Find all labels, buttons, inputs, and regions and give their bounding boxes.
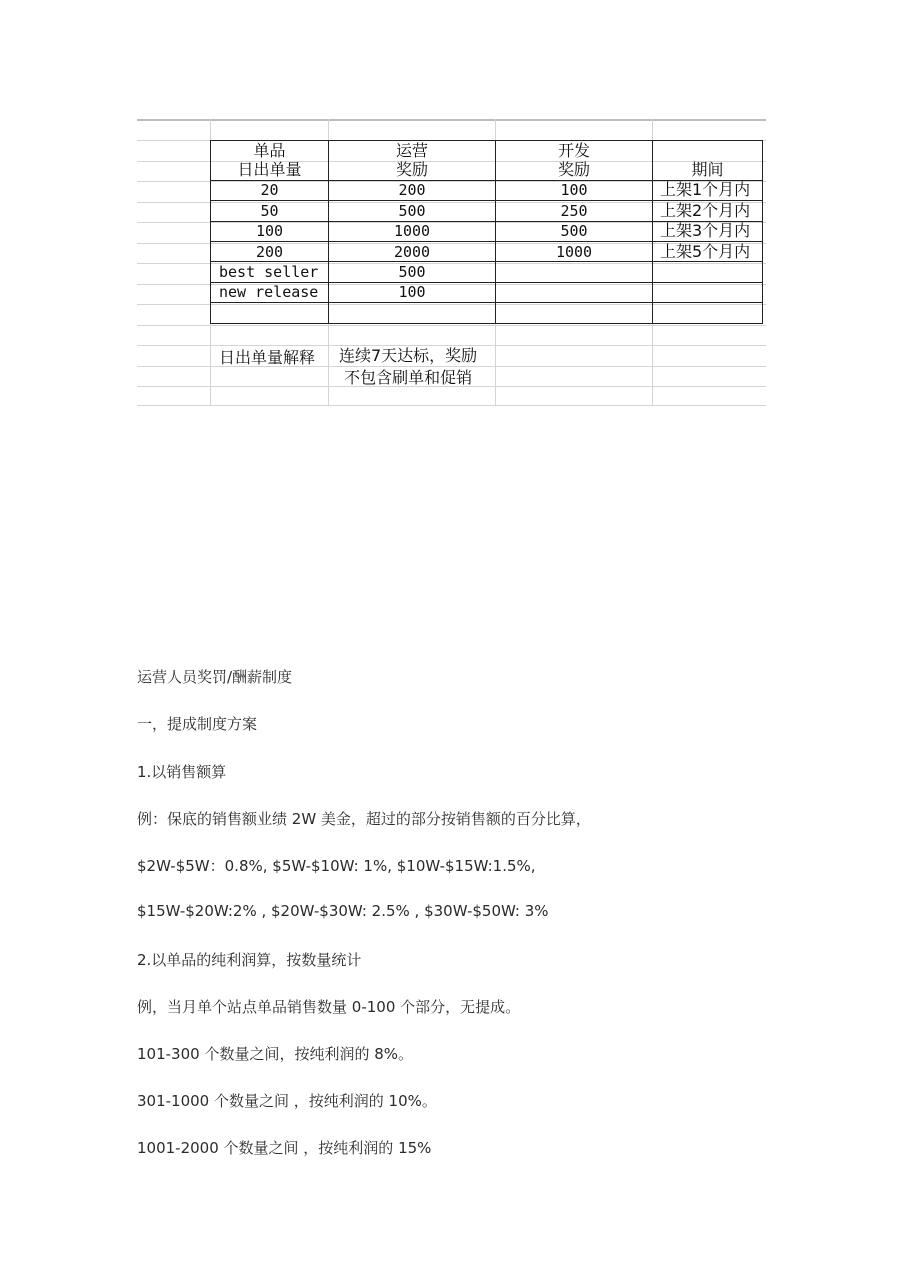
reward-table <box>210 140 763 324</box>
note-line: 不包含刷单和促销 <box>344 368 473 387</box>
table-cell: new release <box>211 282 329 302</box>
table-cell: 500 <box>329 201 496 221</box>
table-header-cell: 奖励 <box>329 160 496 180</box>
table-cell: 100 <box>496 180 653 200</box>
table-cell: 20 <box>211 180 329 200</box>
paragraph: $2W-$5W：0.8%, $5W-$10W: 1%, $10W-$15W:1.5%, <box>137 857 536 875</box>
paragraph: 1001-2000 个数量之间 ，按纯利润的 15% <box>137 1139 432 1157</box>
paragraph: $15W-$20W:2% , $20W-$30W: 2.5% , $30W-$50W: 3% <box>137 902 549 920</box>
item-heading: 1.以销售额算 <box>137 763 227 781</box>
item-heading: 2.以单品的纯利润算，按数量统计 <box>137 951 362 969</box>
table-header-cell: 开发 <box>496 141 653 161</box>
table-cell <box>496 262 653 282</box>
document-title: 运营人员奖罚/酬薪制度 <box>137 668 293 686</box>
paragraph: 例：保底的销售额业绩 2W 美金，超过的部分按销售额的百分比算， <box>137 810 591 828</box>
table-cell: 500 <box>496 221 653 241</box>
table-row <box>211 282 763 302</box>
table-cell <box>496 282 653 302</box>
table-cell: 50 <box>211 201 329 221</box>
table-header-cell: 运营 <box>329 141 496 161</box>
table-cell: 1000 <box>329 221 496 241</box>
table-cell: 上架3个月内 <box>653 221 763 241</box>
table-header-cell: 奖励 <box>496 160 653 180</box>
table-cell: best seller <box>211 262 329 282</box>
table-cell: 100 <box>211 221 329 241</box>
section-heading: 一，提成制度方案 <box>137 715 258 733</box>
paragraph: 101-300 个数量之间，按纯利润的 8%。 <box>137 1045 414 1063</box>
table-header-cell: 日出单量 <box>211 160 329 180</box>
table-header-cell: 单品 <box>211 141 329 161</box>
spreadsheet-snapshot <box>137 119 766 406</box>
table-cell <box>653 303 763 323</box>
paragraph: 301-1000 个数量之间 ，按纯利润的 10%。 <box>137 1092 437 1110</box>
table-row <box>211 262 763 282</box>
table-cell: 250 <box>496 201 653 221</box>
table-header-cell: 期间 <box>653 160 763 180</box>
table-cell: 500 <box>329 262 496 282</box>
table-cell <box>653 282 763 302</box>
table-row <box>211 180 763 200</box>
grid-line <box>137 325 766 326</box>
table-cell: 100 <box>329 282 496 302</box>
table-cell <box>329 303 496 323</box>
paragraph: 例，当月单个站点单品销售数量 0-100 个部分，无提成。 <box>137 998 521 1016</box>
grid-line <box>137 405 766 406</box>
table-cell: 200 <box>329 180 496 200</box>
table-row <box>211 303 763 323</box>
daily-orders-note-label: 日出单量解释 <box>219 348 316 367</box>
note-line: 连续7天达标，奖励 <box>339 346 478 365</box>
table-row <box>211 201 763 221</box>
sheet-top-rule <box>137 119 766 121</box>
table-cell: 1000 <box>496 241 653 261</box>
table-header-row <box>211 141 763 161</box>
table-header-row <box>211 160 763 180</box>
daily-orders-note-text <box>339 345 477 389</box>
table-row <box>211 221 763 241</box>
table-row <box>211 241 763 261</box>
table-cell: 上架2个月内 <box>653 201 763 221</box>
table-cell <box>211 303 329 323</box>
table-cell: 200 <box>211 241 329 261</box>
table-cell: 上架5个月内 <box>653 241 763 261</box>
table-cell <box>653 262 763 282</box>
table-cell <box>496 303 653 323</box>
table-cell: 2000 <box>329 241 496 261</box>
table-cell: 上架1个月内 <box>653 180 763 200</box>
table-header-cell <box>653 141 763 161</box>
